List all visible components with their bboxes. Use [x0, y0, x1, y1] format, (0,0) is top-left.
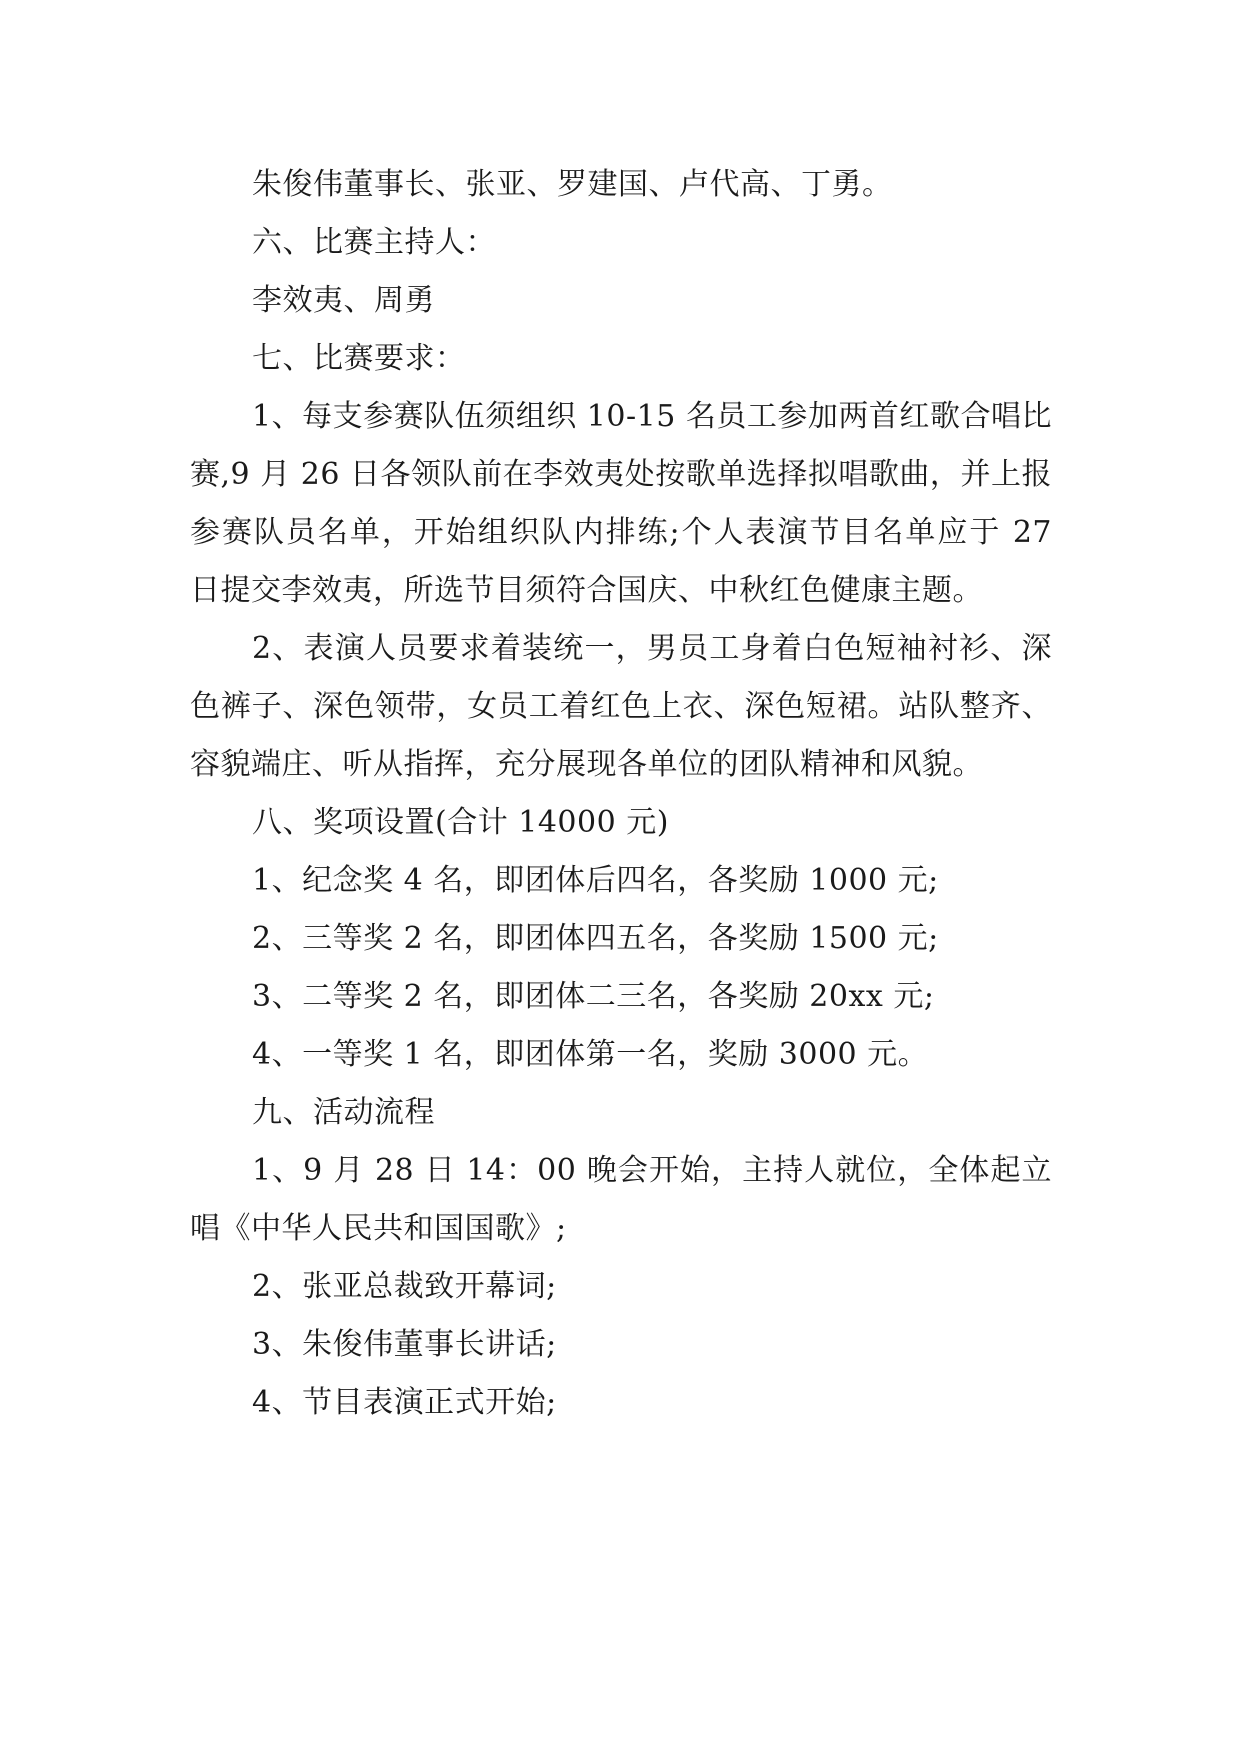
award-item-2: 2、三等奖 2 名，即团体四五名，各奖励 1500 元; — [252, 921, 939, 956]
award-item-4: 4、一等奖 1 名，即团体第一名，奖励 3000 元。 — [252, 1037, 929, 1072]
section-heading-hosts: 六、比赛主持人： — [252, 225, 496, 260]
award-item-1: 1、纪念奖 4 名，即团体后四名，各奖励 1000 元; — [252, 863, 939, 898]
requirement-item-1: 1、每支参赛队伍须组织 10-15 名员工参加两首红歌合唱比赛,9 月 26 日各领队前在李效夷处按歌单选择拟唱歌曲，并上报参赛队员名单，开始组织队内排练;个人表演节目名单应于 27 日提交李效夷，所选节目须符合国庆、中秋红色健康主题。 — [190, 399, 1052, 608]
document-body — [190, 156, 1052, 1432]
requirement-item-2: 2、表演人员要求着装统一，男员工身着白色短袖衬衫、深色裤子、深色领带，女员工着红色上衣、深色短裙。站队整齐、容貌端庄、听从指挥，充分展现各单位的团队精神和风貌。 — [190, 631, 1052, 782]
process-item-4: 4、节目表演正式开始; — [252, 1385, 557, 1420]
hosts-list: 李效夷、周勇 — [252, 283, 435, 318]
process-item-3: 3、朱俊伟董事长讲话; — [252, 1327, 557, 1362]
process-item-2: 2、张亚总裁致开幕词; — [252, 1269, 557, 1304]
section-heading-process: 九、活动流程 — [252, 1095, 435, 1130]
section-heading-awards: 八、奖项设置(合计 14000 元) — [252, 805, 669, 840]
judges-list: 朱俊伟董事长、张亚、罗建国、卢代高、丁勇。 — [252, 167, 893, 202]
section-heading-requirements: 七、比赛要求： — [252, 341, 466, 376]
award-item-3: 3、二等奖 2 名，即团体二三名，各奖励 20xx 元; — [252, 979, 935, 1014]
process-item-1: 1、9 月 28 日 14：00 晚会开始，主持人就位，全体起立唱《中华人民共和国国歌》; — [190, 1153, 1052, 1246]
